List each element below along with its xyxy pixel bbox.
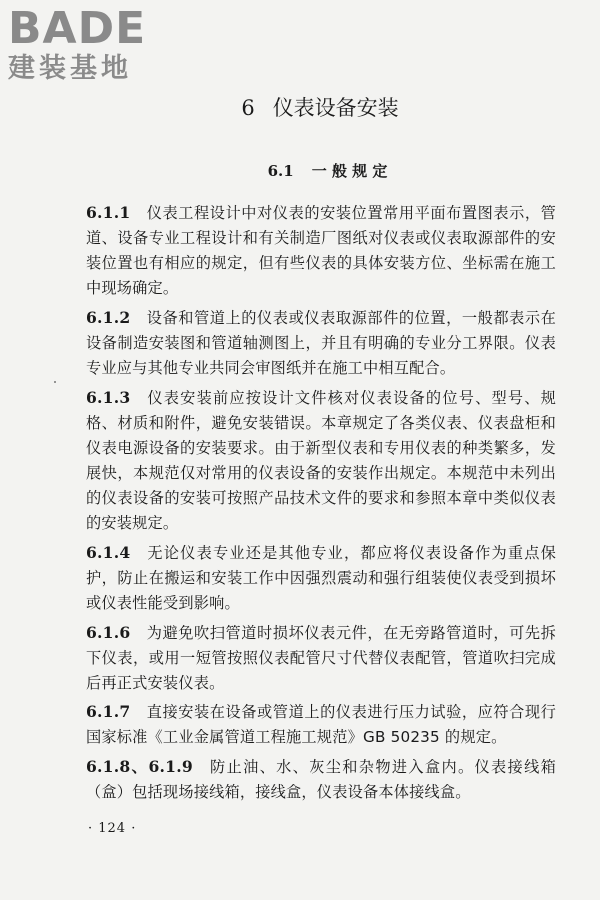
clause-6-1-1 [86,200,556,301]
clause-6-1-4 [86,540,556,616]
section-number: 6.1 [267,162,294,180]
section-title [0,160,600,182]
logo-mark: BADE [8,3,147,54]
clause-text: 设备和管道上的仪表或仪表取源部件的位置，一般都表示在设备制造安装图和管道轴测图上，并且有明确的专业分工界限。仪表专业应与其他专业共同会审图纸并在施工中相互配合。 [86,308,556,378]
clause-text: 无论仪表专业还是其他专业，都应将仪表设备作为重点保护，防止在搬运和安装工作中因强烈震动和强行组装使仪表受到损坏或仪表性能受到影响。 [86,543,556,612]
clause-number: 6.1.2 [86,307,131,327]
clause-6-1-8-6-1-9 [86,754,556,805]
clause-text: 仪表安装前应按设计文件核对仪表设备的位号、型号、规格、材质和附件，避免安装错误。本章规定了各类仪表、仪表盘柜和仪表电源设备的安装要求。由于新型仪表和专用仪表的种类繁多，发展快，本规范仅对常用的仪表设备的安装作出规定。本规范中未列出的仪表设备的安装可按照产品技术文件的要求和参照本章中类似仪表的安装规定。 [86,388,556,533]
chapter-title [0,93,600,123]
clause-6-1-7 [86,699,556,750]
logo-subtitle: 建装基地 [8,53,132,84]
page-number: · 124 · [88,821,137,836]
clause-number: 6.1.7 [86,702,131,722]
clause-6-1-6 [86,620,556,696]
clause-number: 6.1.6 [86,622,131,642]
clause-number: 6.1.8、6.1.9 [86,756,193,776]
publisher-logo [8,3,178,84]
clause-text: 防止油、水、灰尘和杂物进入盒内。仪表接线箱（盒）包括现场接线箱，接线盒，仪表设备本体接线盒。 [86,757,556,802]
clause-number: 6.1.3 [86,387,131,407]
clause-6-1-2 [86,305,556,381]
clause-6-1-3 [86,385,556,537]
chapter-title-text: 仪表设备安装 [272,96,399,120]
clause-text: 为避免吹扫管道时损坏仪表元件，在无旁路管道时，可先拆下仪表，或用一短管按照仪表配管尺寸代替仪表配管，管道吹扫完成后再正式安装仪表。 [86,623,556,692]
scan-speck [54,381,56,383]
clause-number: 6.1.1 [86,203,131,222]
clause-list [86,200,556,809]
clause-number: 6.1.4 [86,542,131,562]
clause-text: 仪表工程设计中对仪表的安装位置常用平面布置图表示，管道、设备专业工程设计和有关制造厂图纸对仪表或仪表取源部件的安装位置也有相应的规定，但有些仪表的具体安装方位、坐标需在施工中现场确定。 [86,204,556,298]
chapter-number: 6 [241,96,255,120]
clause-text: 直接安装在设备或管道上的仪表进行压力试验，应符合现行国家标准《工业金属管道工程施工规范》GB 50235 的规定。 [86,703,556,747]
section-title-text: 一 般 规 定 [311,162,388,180]
